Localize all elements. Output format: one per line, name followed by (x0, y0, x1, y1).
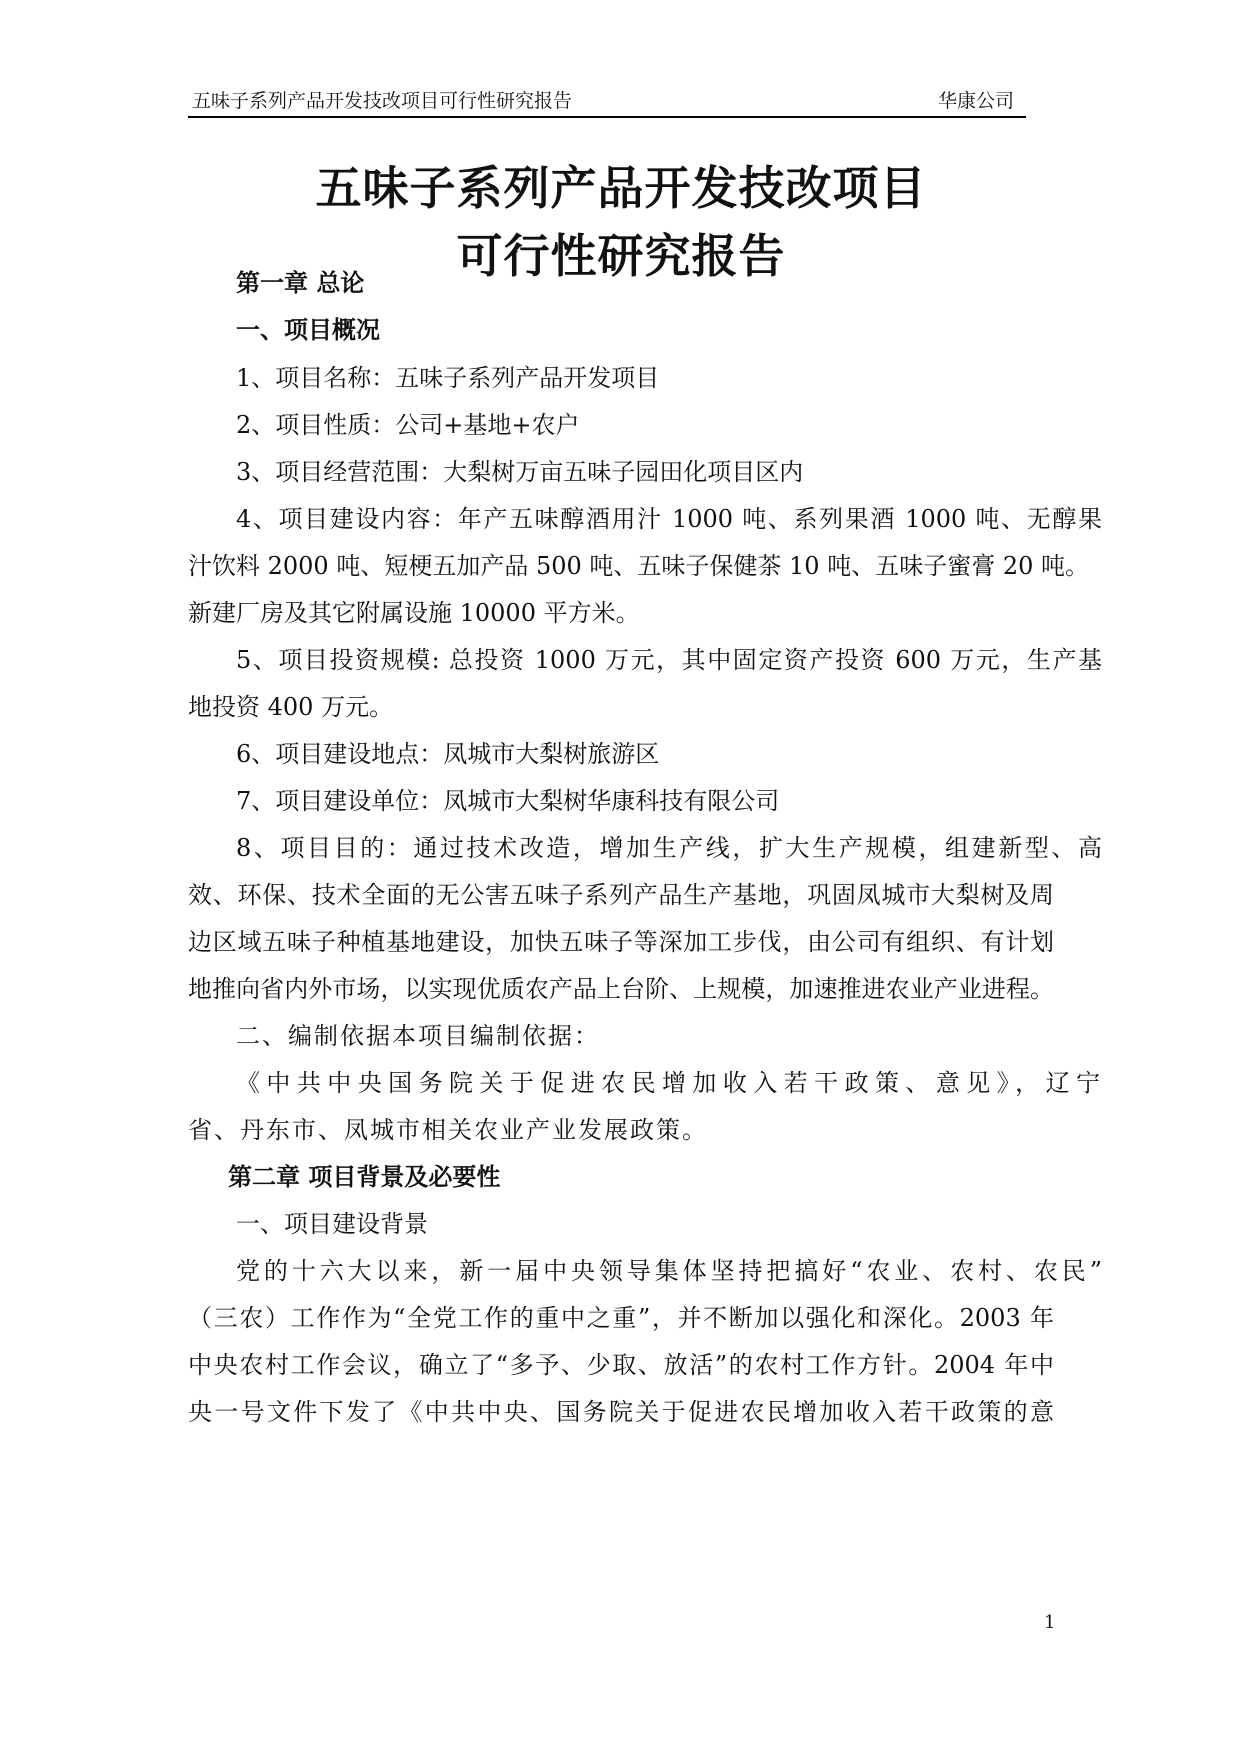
background-line-2: （三农）工作作为“全党工作的重中之重”，并不断加以强化和深化。2003 年 (188, 1304, 1054, 1332)
background-line-1: 党的十六大以来，新一届中央领导集体坚持把搞好“农业、农村、农民” (236, 1257, 1102, 1285)
basis-line-2: 省、丹东市、凤城市相关农业产业发展政策。 (188, 1116, 708, 1144)
page-header (188, 88, 1026, 118)
header-company-name: 华康公司 (937, 90, 1014, 112)
item-3-project-scope: 3、项目经营范围：大梨树万亩五味子园田化项目区内 (236, 458, 804, 486)
section-2-heading: 二、编制依据本项目编制依据： (236, 1022, 600, 1050)
header-document-title: 五味子系列产品开发技改项目可行性研究报告 (192, 90, 573, 112)
chapter-2-section-1-heading: 一、项目建设背景 (236, 1210, 428, 1238)
item-6-location: 6、项目建设地点：凤城市大梨树旅游区 (236, 740, 660, 768)
item-4-line-3: 新建厂房及其它附属设施 10000 平方米。 (188, 599, 640, 627)
section-1-heading: 一、项目概况 (236, 316, 380, 344)
item-8-line-4: 地推向省内外市场，以实现优质农产品上台阶、上规模，加速推进农业产业进程。 (188, 975, 1054, 1003)
item-2-project-nature: 2、项目性质：公司+基地+农户 (236, 411, 580, 439)
document-title-line-1: 五味子系列产品开发技改项目 (315, 161, 927, 215)
item-5-line-1: 5、项目投资规模: 总投资 1000 万元，其中固定资产投资 600 万元，生产基 (236, 646, 1102, 674)
item-8-line-2: 效、环保、技术全面的无公害五味子系列产品生产基地，巩固凤城市大梨树及周 (188, 881, 1054, 909)
item-4-line-1: 4、项目建设内容：年产五味醇酒用汁 1000 吨、系列果酒 1000 吨、无醇果 (236, 505, 1102, 533)
background-line-4: 央一号文件下发了《中共中央、国务院关于促进农民增加收入若干政策的意 (188, 1398, 1054, 1426)
chapter-2-heading: 第二章 项目背景及必要性 (228, 1163, 501, 1191)
document-title-line-2: 可行性研究报告 (456, 229, 786, 283)
item-1-project-name: 1、项目名称：五味子系列产品开发项目 (236, 364, 660, 392)
page-number: 1 (1044, 1612, 1056, 1633)
item-8-line-3: 边区域五味子种植基地建设，加快五味子等深加工步伐，由公司有组织、有计划 (188, 928, 1054, 956)
item-4-line-2: 汁饮料 2000 吨、短梗五加产品 500 吨、五味子保健茶 10 吨、五味子蜜膏 20 吨。 (188, 552, 1089, 580)
background-line-3: 中央农村工作会议，确立了“多予、少取、放活”的农村工作方针。2004 年中 (188, 1351, 1054, 1379)
basis-line-1: 《中共中央国务院关于促进农民增加收入若干政策、意见》，辽宁 (236, 1069, 1102, 1097)
chapter-1-heading: 第一章 总论 (236, 269, 365, 297)
item-5-line-2: 地投资 400 万元。 (188, 693, 394, 721)
item-7-unit: 7、项目建设单位：凤城市大梨树华康科技有限公司 (236, 787, 780, 815)
item-8-line-1: 8、项目目的：通过技术改造，增加生产线，扩大生产规模，组建新型、高 (236, 834, 1102, 862)
